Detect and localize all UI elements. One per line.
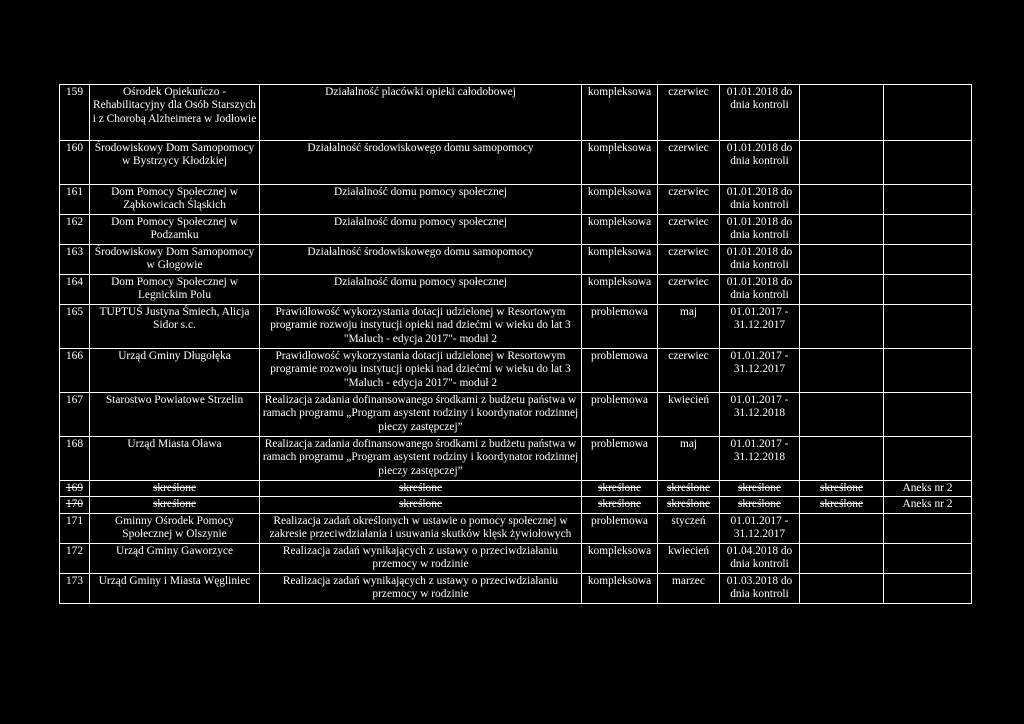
note-cell [884,543,972,573]
extra-cell [800,85,884,141]
inspection-type: problemowa [582,393,658,437]
row-number-text: 169 [65,482,84,494]
inspection-period: 01.01.2017 - 31.12.2018 [720,393,800,437]
inspected-entity: Urząd Gminy Gaworzyce [90,543,260,573]
table-row [60,437,972,481]
inspection-period: 01.01.2018 do dnia kontroli [720,245,800,275]
inspection-month: czerwiec [658,85,720,141]
extra-cell: skreślone [800,497,884,513]
extra-cell: skreślone [800,481,884,497]
extra-cell [800,393,884,437]
table-row [60,513,972,543]
inspected-entity: Dom Pomocy Społecznej w Legnickim Polu [90,275,260,305]
row-number: 160 [60,141,90,185]
row-number: 164 [60,275,90,305]
extra-cell [800,141,884,185]
inspection-month: styczeń [658,513,720,543]
row-number: 173 [60,573,90,603]
table-row [60,185,972,215]
table-row [60,141,972,185]
inspection-subject: Realizacja zadań wynikających z ustawy o przeciwdziałaniu przemocy w rodzinie [260,543,582,573]
inspection-subject: Prawidłowość wykorzystania dotacji udzielonej w Resortowym programie rozwoju instytucji opieki nad dziećmi w wieku do lat 3 "Maluch - edycja 2017"- moduł 2 [260,305,582,349]
inspection-type: kompleksowa [582,543,658,573]
inspection-period: 01.01.2018 do dnia kontroli [720,85,800,141]
inspected-entity: Starostwo Powiatowe Strzelin [90,393,260,437]
inspection-type: problemowa [582,305,658,349]
row-number-text: 170 [65,498,84,511]
inspection-subject: Działalność domu pomocy społecznej [260,185,582,215]
inspection-type: kompleksowa [582,85,658,141]
extra-cell [800,305,884,349]
note-cell [884,215,972,245]
table-row [60,245,972,275]
note-cell [884,141,972,185]
inspection-type: kompleksowa [582,573,658,603]
row-number: 165 [60,305,90,349]
row-number [60,497,90,513]
table-row [60,85,972,141]
extra-cell [800,185,884,215]
inspection-period: 01.01.2018 do dnia kontroli [720,275,800,305]
row-number: 161 [60,185,90,215]
note-cell: Aneks nr 2 [884,497,972,513]
table-row [60,543,972,573]
table-row [60,573,972,603]
note-cell [884,437,972,481]
row-number: 166 [60,349,90,393]
inspection-month: czerwiec [658,141,720,185]
note-cell [884,185,972,215]
inspection-month: skreślone [658,497,720,513]
inspection-month: czerwiec [658,215,720,245]
table-row [60,393,972,437]
row-number: 162 [60,215,90,245]
extra-cell [800,513,884,543]
row-number: 167 [60,393,90,437]
row-number [60,481,90,497]
extra-cell [800,573,884,603]
row-number: 163 [60,245,90,275]
inspection-period: 01.01.2017 - 31.12.2017 [720,513,800,543]
inspection-subject: Działalność placówki opieki całodobowej [260,85,582,141]
inspection-period: 01.01.2017 - 31.12.2018 [720,437,800,481]
extra-cell [800,245,884,275]
inspection-subject: Działalność środowiskowego domu samopomocy [260,141,582,185]
extra-cell [800,215,884,245]
table-row [60,305,972,349]
inspection-month: czerwiec [658,245,720,275]
inspection-type: kompleksowa [582,275,658,305]
table-row [60,215,972,245]
inspection-subject: skreślone [260,481,582,497]
inspection-subject: skreślone [260,497,582,513]
inspected-entity: Środowiskowy Dom Samopomocy w Bystrzycy Kłodzkiej [90,141,260,185]
inspection-subject: Działalność środowiskowego domu samopomocy [260,245,582,275]
inspected-entity: Gminny Ośrodek Pomocy Społecznej w Olszynie [90,513,260,543]
inspection-month: marzec [658,573,720,603]
inspected-entity: Urząd Miasta Oława [90,437,260,481]
note-cell [884,305,972,349]
inspection-month: maj [658,437,720,481]
row-number: 168 [60,437,90,481]
extra-cell [800,349,884,393]
inspection-period: 01.04.2018 do dnia kontroli [720,543,800,573]
inspection-period: 01.01.2018 do dnia kontroli [720,185,800,215]
inspection-period: skreślone [720,497,800,513]
inspection-schedule-table [59,84,972,604]
inspection-month: maj [658,305,720,349]
note-cell [884,513,972,543]
inspected-entity: Dom Pomocy Społecznej w Ząbkowicach Śląskich [90,185,260,215]
inspected-entity: TUPTUŚ Justyna Śmiech, Alicja Sidor s.c. [90,305,260,349]
inspection-subject: Realizacja zadania dofinansowanego środkami z budżetu państwa w ramach programu „Program asystent rodziny i koordynator rodzinnej pieczy zastępczej” [260,437,582,481]
inspected-entity: skreślone [90,497,260,513]
note-cell [884,85,972,141]
inspection-month: czerwiec [658,275,720,305]
inspection-period: 01.01.2017 - 31.12.2017 [720,305,800,349]
inspected-entity: Urząd Gminy i Miasta Węgliniec [90,573,260,603]
inspection-type: kompleksowa [582,141,658,185]
inspection-month: kwiecień [658,393,720,437]
inspected-entity: Środowiskowy Dom Samopomocy w Głogowie [90,245,260,275]
inspection-type: problemowa [582,513,658,543]
extra-cell [800,275,884,305]
inspection-type: skreślone [582,481,658,497]
note-cell [884,393,972,437]
inspection-period: 01.03.2018 do dnia kontroli [720,573,800,603]
inspection-subject: Działalność domu pomocy społecznej [260,215,582,245]
inspected-entity: Ośrodek Opiekuńczo - Rehabilitacyjny dla Osób Starszych i z Chorobą Alzheimera w Jodłowie [90,85,260,141]
note-cell: Aneks nr 2 [884,481,972,497]
row-number: 172 [60,543,90,573]
inspection-month: skreślone [658,481,720,497]
inspected-entity: skreślone [90,481,260,497]
inspection-period: 01.01.2017 - 31.12.2017 [720,349,800,393]
inspection-type: problemowa [582,437,658,481]
inspection-period: 01.01.2018 do dnia kontroli [720,215,800,245]
row-number: 171 [60,513,90,543]
inspection-type: kompleksowa [582,215,658,245]
inspection-month: czerwiec [658,185,720,215]
table-row [60,349,972,393]
extra-cell [800,437,884,481]
inspection-subject: Realizacja zadań wynikających z ustawy o przeciwdziałaniu przemocy w rodzinie [260,573,582,603]
inspection-subject: Realizacja zadania dofinansowanego środkami z budżetu państwa w ramach programu „Program asystent rodziny i koordynator rodzinnej pieczy zastępczej” [260,393,582,437]
note-cell [884,275,972,305]
inspection-type: problemowa [582,349,658,393]
note-cell [884,573,972,603]
inspection-subject: Działalność domu pomocy społecznej [260,275,582,305]
inspection-period: skreślone [720,481,800,497]
inspection-period: 01.01.2018 do dnia kontroli [720,141,800,185]
inspection-type: skreślone [582,497,658,513]
extra-cell [800,543,884,573]
table-row-deleted [60,481,972,497]
row-number: 159 [60,85,90,141]
table-row [60,275,972,305]
note-cell [884,245,972,275]
table-row-deleted [60,497,972,513]
inspection-month: czerwiec [658,349,720,393]
inspection-subject: Realizacja zadań określonych w ustawie o pomocy społecznej w zakresie przeciwdziałania i usuwania skutków klęsk żywiołowych [260,513,582,543]
inspection-subject: Prawidłowość wykorzystania dotacji udzielonej w Resortowym programie rozwoju instytucji opieki nad dziećmi w wieku do lat 3 "Maluch - edycja 2017"- moduł 2 [260,349,582,393]
note-cell [884,349,972,393]
inspected-entity: Urząd Gminy Długołęka [90,349,260,393]
inspected-entity: Dom Pomocy Społecznej w Podzamku [90,215,260,245]
inspection-month: kwiecień [658,543,720,573]
inspection-type: kompleksowa [582,245,658,275]
inspection-type: kompleksowa [582,185,658,215]
